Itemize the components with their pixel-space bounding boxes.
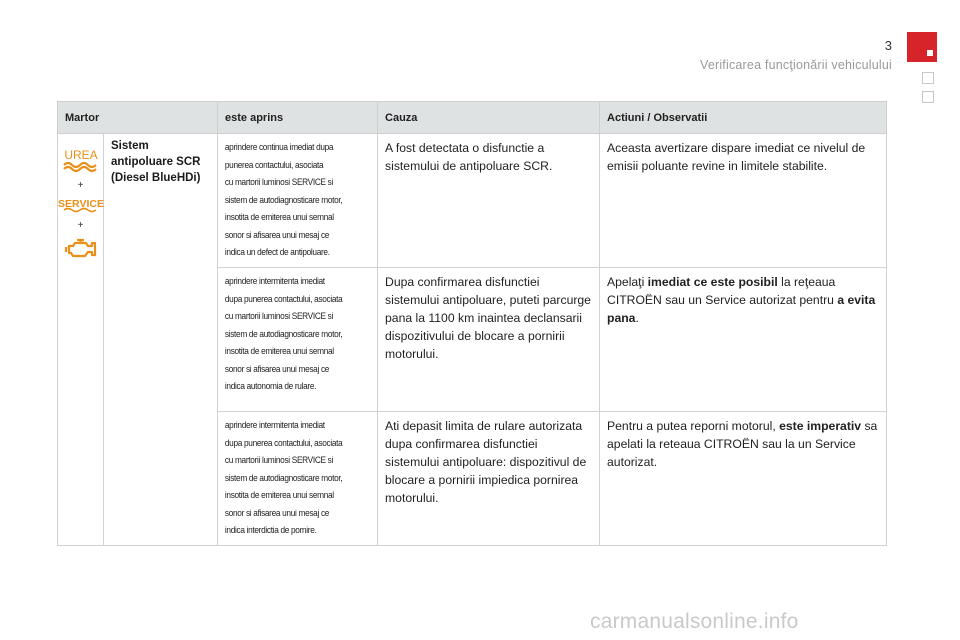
condition-line: indica un defect de antipoluare. <box>224 247 330 257</box>
condition-line: indica interdictia de pornire. <box>224 525 317 535</box>
condition-line: cu martorii luminosi SERVICE si <box>224 311 333 321</box>
action-text-part: sa apelati la reteaua CITROËN sau la un Service autorizat. <box>607 419 878 469</box>
action-text-emphasis: este imperativ <box>779 419 862 433</box>
chapter-title: Verificarea funcţionării vehiculului <box>699 58 892 72</box>
svg-text:SERVICE: SERVICE <box>57 198 104 210</box>
condition-line: sistem de autodiagnosticare motor, <box>224 472 342 483</box>
condition-line: insotita de emiterea unui semnal <box>224 212 334 222</box>
action-text-part: la reţeaua CITROËN sau un Service autorizat pentru <box>607 275 838 307</box>
action-text <box>600 412 887 546</box>
condition-line: dupa punerea contactului, asociata <box>224 293 342 304</box>
action-text-part: Apelaţi <box>607 275 648 289</box>
lit-condition <box>218 268 365 412</box>
warning-icons-cell <box>58 134 104 546</box>
chapter-tab-marker <box>907 32 937 62</box>
action-text-part: Pentru a putea reporni motorul, <box>607 419 780 433</box>
urea-warning-icon <box>61 147 101 173</box>
svg-text:UREA: UREA <box>63 148 98 162</box>
table-row <box>58 134 887 268</box>
action-text-part: Aceasta avertizare dispare imediat ce nivelul de emisii poluante revine in limitele stabilite. <box>607 141 866 173</box>
section-box-icon <box>922 72 934 84</box>
condition-line: sistem de autodiagnosticare motor, <box>224 194 342 205</box>
condition-line: punerea contactului, asociata <box>224 159 323 170</box>
action-text-part: . <box>635 311 639 325</box>
condition-line: cu martorii luminosi SERVICE si <box>224 177 333 187</box>
engine-warning-icon <box>64 237 98 261</box>
column-header-este-aprins: este aprins <box>218 102 378 134</box>
plus-sign: + <box>77 180 84 191</box>
action-text <box>600 134 887 268</box>
tab-square-icon <box>927 50 933 56</box>
action-text-emphasis: a evita pana <box>607 293 876 325</box>
lit-condition <box>218 412 365 546</box>
watermark: carmanualsonline.info <box>590 610 799 633</box>
action-text-emphasis: imediat ce este posibil <box>647 275 778 289</box>
plus-sign: + <box>77 220 84 231</box>
cause-text: Ati depasit limita de rulare autorizata dupa confirmarea disfunctiei sistemului antipoluare: dispozitivul de blocare a pornirii impiedica pornirea motorului. <box>378 412 600 546</box>
condition-line: cu martorii luminosi SERVICE si <box>224 455 333 465</box>
condition-line: sonor si afisarea unui mesaj ce <box>224 507 329 518</box>
condition-line: sonor si afisarea unui mesaj ce <box>224 363 329 374</box>
column-header-martor: Martor <box>58 102 218 134</box>
lit-condition <box>218 134 365 268</box>
column-header-actiuni: Actiuni / Observatii <box>600 102 887 134</box>
condition-line: dupa punerea contactului, asociata <box>224 437 342 448</box>
table-header-row <box>58 102 887 134</box>
condition-line: aprindere continua imediat dupa <box>224 142 333 152</box>
condition-line: sonor si afisarea unui mesaj ce <box>224 229 329 240</box>
cause-text: A fost detectata o disfunctie a sistemului de antipoluare SCR. <box>378 134 600 268</box>
condition-line: indica autonomia de rulare. <box>224 381 316 391</box>
page-number: 3 <box>884 38 892 53</box>
warning-light-table <box>57 101 887 546</box>
condition-line: insotita de emiterea unui semnal <box>224 346 334 356</box>
section-box-icon <box>922 91 934 103</box>
condition-line: aprindere intermitenta imediat <box>224 276 325 286</box>
action-text <box>600 268 887 412</box>
system-name: Sistem antipoluare SCR (Diesel BlueHDi) <box>104 134 218 546</box>
condition-line: sistem de autodiagnosticare motor, <box>224 328 342 339</box>
service-warning-icon <box>57 197 104 213</box>
column-header-cauza: Cauza <box>378 102 600 134</box>
condition-line: insotita de emiterea unui semnal <box>224 490 334 500</box>
cause-text: Dupa confirmarea disfunctiei sistemului antipoluare, puteti parcurge pana la 1100 km inaintea declansarii dispozitivului de blocare a pornirii motorului. <box>378 268 600 412</box>
condition-line: aprindere intermitenta imediat <box>224 420 325 430</box>
